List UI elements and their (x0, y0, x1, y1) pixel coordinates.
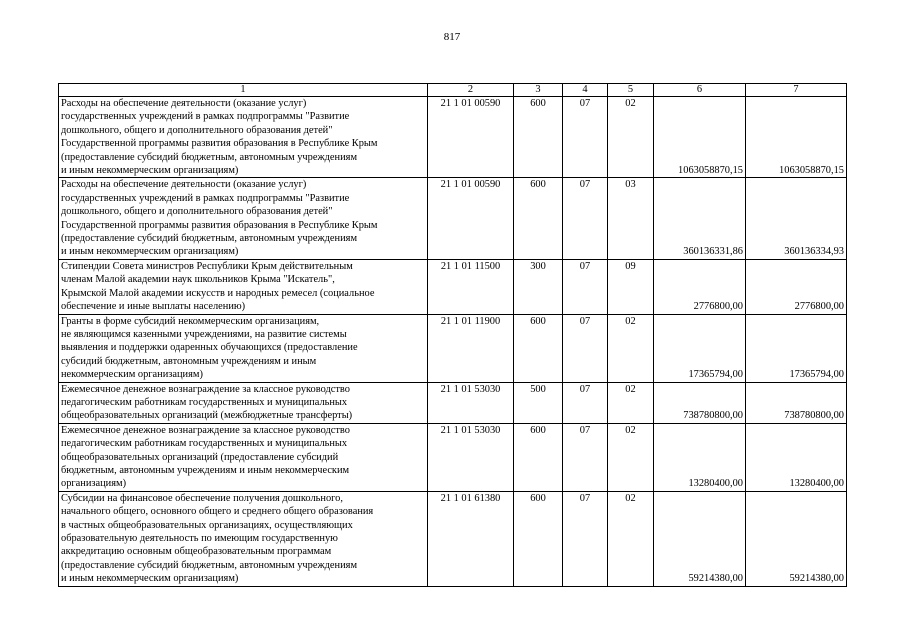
target-code: 21 1 01 11500 (428, 259, 514, 314)
item-description: Ежемесячное денежное вознаграждение за классное руководство педагогическим работникам государственных и муниципальных общеобразовательных организаций (предоставление субсидий бюджетным, автономным учреждениям и иным некоммерческим организациям) (59, 423, 428, 491)
subsection-code: 02 (608, 491, 654, 586)
amount-column-6: 17365794,00 (654, 314, 746, 382)
budget-table (58, 83, 847, 587)
column-header: 7 (746, 84, 847, 97)
item-description: Гранты в форме субсидий некоммерческим организациям, не являющимся казенными учреждениями, на развитие системы выявления и поддержки одаренных обучающихся (предоставление субсидий бюджетным, автономным учреждениям и иным некоммерческим организациям) (59, 314, 428, 382)
subsection-code: 09 (608, 259, 654, 314)
amount-column-7: 1063058870,15 (746, 97, 847, 178)
amount-column-7: 13280400,00 (746, 423, 847, 491)
expense-type: 600 (514, 97, 563, 178)
section-code: 07 (563, 491, 608, 586)
expense-type: 600 (514, 314, 563, 382)
table-row (59, 314, 847, 382)
table-row (59, 491, 847, 586)
amount-column-7: 738780800,00 (746, 382, 847, 423)
column-header: 5 (608, 84, 654, 97)
column-header: 6 (654, 84, 746, 97)
column-header: 3 (514, 84, 563, 97)
expense-type: 300 (514, 259, 563, 314)
amount-column-7: 59214380,00 (746, 491, 847, 586)
target-code: 21 1 01 53030 (428, 423, 514, 491)
item-description: Расходы на обеспечение деятельности (оказание услуг) государственных учреждений в рамках подпрограммы "Развитие дошкольного, общего и дополнительного образования детей" Государственной программы развития образования в Республике Крым (предоставление субсидий бюджетным, автономным учреждениям и иным некоммерческим организациям) (59, 178, 428, 259)
amount-column-6: 360136331,86 (654, 178, 746, 259)
section-code: 07 (563, 259, 608, 314)
expense-type: 600 (514, 178, 563, 259)
expense-type: 600 (514, 423, 563, 491)
amount-column-7: 2776800,00 (746, 259, 847, 314)
item-description: Стипендии Совета министров Республики Крым действительным членам Малой академии наук школьников Крыма "Искатель", Крымской Малой академии искусств и народных ремесел (социальное обеспечение и иные выплаты населению) (59, 259, 428, 314)
table-header-row (59, 84, 847, 97)
subsection-code: 02 (608, 423, 654, 491)
table-row (59, 259, 847, 314)
item-description: Ежемесячное денежное вознаграждение за классное руководство педагогическим работникам государственных и муниципальных общеобразовательных организаций (межбюджетные трансферты) (59, 382, 428, 423)
target-code: 21 1 01 11900 (428, 314, 514, 382)
expense-type: 600 (514, 491, 563, 586)
amount-column-6: 59214380,00 (654, 491, 746, 586)
subsection-code: 03 (608, 178, 654, 259)
table-row (59, 382, 847, 423)
column-header: 2 (428, 84, 514, 97)
item-description: Расходы на обеспечение деятельности (оказание услуг) государственных учреждений в рамках подпрограммы "Развитие дошкольного, общего и дополнительного образования детей" Государственной программы развития образования в Республике Крым (предоставление субсидий бюджетным, автономным учреждениям и иным некоммерческим организациям) (59, 97, 428, 178)
page-number: 817 (443, 31, 461, 43)
subsection-code: 02 (608, 97, 654, 178)
table-row (59, 178, 847, 259)
amount-column-6: 2776800,00 (654, 259, 746, 314)
target-code: 21 1 01 00590 (428, 178, 514, 259)
subsection-code: 02 (608, 314, 654, 382)
amount-column-7: 360136334,93 (746, 178, 847, 259)
amount-column-6: 13280400,00 (654, 423, 746, 491)
section-code: 07 (563, 97, 608, 178)
target-code: 21 1 01 00590 (428, 97, 514, 178)
table-row (59, 97, 847, 178)
section-code: 07 (563, 423, 608, 491)
target-code: 21 1 01 61380 (428, 491, 514, 586)
item-description: Субсидии на финансовое обеспечение получения дошкольного, начального общего, основного общего и среднего общего образования в частных общеобразовательных организациях, осуществляющих образовательную деятельность по имеющим государственную аккредитацию основным общеобразовательным программам (предоставление субсидий бюджетным, автономным учреждениям и иным некоммерческим организациям) (59, 491, 428, 586)
column-header: 1 (59, 84, 428, 97)
table-row (59, 423, 847, 491)
amount-column-7: 17365794,00 (746, 314, 847, 382)
amount-column-6: 738780800,00 (654, 382, 746, 423)
section-code: 07 (563, 314, 608, 382)
column-header: 4 (563, 84, 608, 97)
section-code: 07 (563, 178, 608, 259)
subsection-code: 02 (608, 382, 654, 423)
target-code: 21 1 01 53030 (428, 382, 514, 423)
amount-column-6: 1063058870,15 (654, 97, 746, 178)
expense-type: 500 (514, 382, 563, 423)
section-code: 07 (563, 382, 608, 423)
